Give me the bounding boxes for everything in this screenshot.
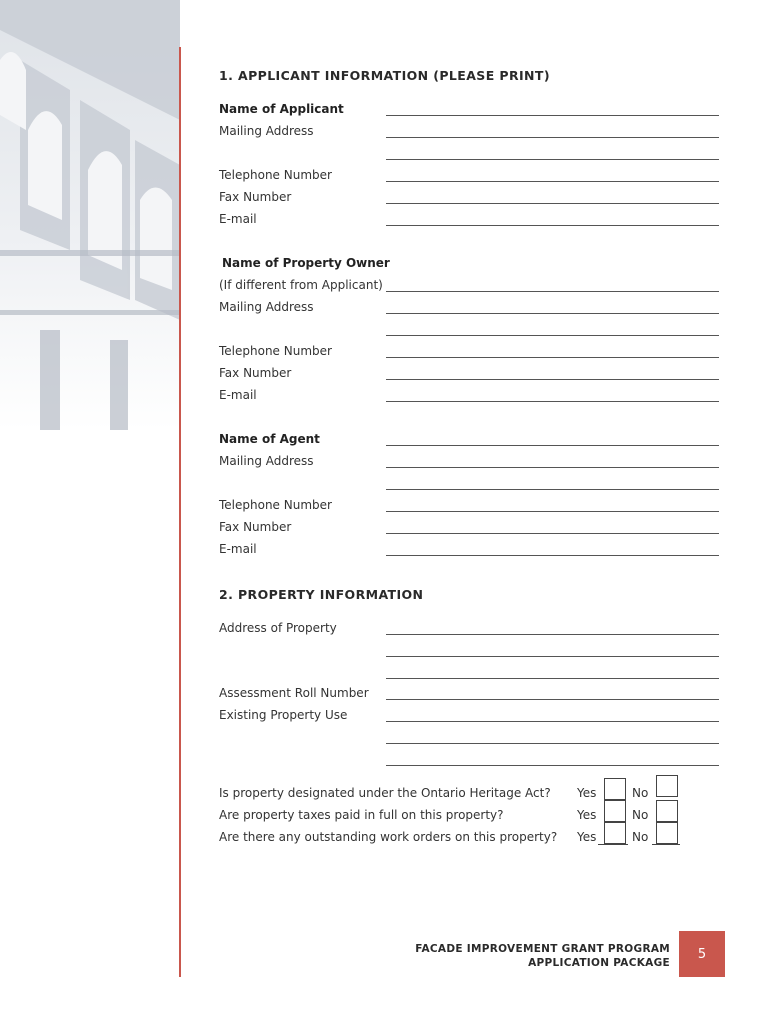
agent-phone-label: Telephone Number [219, 498, 332, 512]
property-use-row [219, 708, 719, 724]
agent-mailing-label: Mailing Address [219, 454, 314, 468]
question-work-orders: Are there any outstanding work orders on this property? [219, 830, 558, 844]
owner-name-field[interactable] [386, 291, 719, 292]
agent-phone-row [219, 498, 719, 514]
no-label-heritage: No [632, 786, 649, 800]
assessment-roll-label: Assessment Roll Number [219, 686, 369, 700]
owner-mailing-field-1[interactable] [386, 313, 719, 314]
property-use-field-3[interactable] [386, 765, 719, 766]
applicant-email-label: E-mail [219, 212, 257, 226]
applicant-mailing-field-1[interactable] [386, 137, 719, 138]
agent-email-label: E-mail [219, 542, 257, 556]
property-address-row [219, 621, 719, 637]
checkbox-heritage-no[interactable] [656, 775, 678, 797]
page-number-badge: 5 [679, 931, 725, 977]
agent-email-field[interactable] [386, 555, 719, 556]
footer-line-1: FACADE IMPROVEMENT GRANT PROGRAM [415, 943, 670, 955]
owner-phone-label: Telephone Number [219, 344, 332, 358]
agent-mailing-row-2 [219, 476, 719, 492]
footer-program-name [415, 942, 670, 970]
agent-phone-field[interactable] [386, 511, 719, 512]
checkbox-taxes-yes[interactable] [604, 800, 626, 822]
assessment-roll-row [219, 686, 719, 702]
owner-note-label: (If different from Applicant) [219, 278, 383, 292]
checkbox-work-orders-no[interactable] [656, 822, 678, 844]
applicant-mailing-label: Mailing Address [219, 124, 314, 138]
applicant-name-row [219, 102, 719, 118]
question-heritage: Is property designated under the Ontario Heritage Act? [219, 786, 551, 800]
applicant-name-field[interactable] [386, 115, 719, 116]
yes-label-heritage: Yes [577, 786, 597, 800]
no-label-taxes: No [632, 808, 649, 822]
no-underline [652, 844, 680, 845]
assessment-roll-field[interactable] [386, 699, 719, 700]
owner-email-field[interactable] [386, 401, 719, 402]
property-address-field-2[interactable] [386, 656, 719, 657]
property-use-field-1[interactable] [386, 721, 719, 722]
applicant-phone-label: Telephone Number [219, 168, 332, 182]
owner-mailing-field-2[interactable] [386, 335, 719, 336]
agent-name-row [219, 432, 719, 448]
property-address-field-3[interactable] [386, 678, 719, 679]
agent-fax-row [219, 520, 719, 536]
applicant-name-label: Name of Applicant [219, 102, 344, 116]
footer-line-2: APPLICATION PACKAGE [528, 957, 670, 969]
agent-name-label: Name of Agent [219, 432, 320, 446]
applicant-email-row [219, 212, 719, 228]
owner-email-row [219, 388, 719, 404]
section-applicant-title: 1. APPLICANT INFORMATION (PLEASE PRINT) [219, 68, 550, 83]
yes-label-taxes: Yes [577, 808, 597, 822]
building-illustration [0, 0, 180, 430]
applicant-fax-field[interactable] [386, 203, 719, 204]
applicant-mailing-row-2 [219, 146, 719, 162]
agent-fax-label: Fax Number [219, 520, 292, 534]
agent-mailing-field-2[interactable] [386, 489, 719, 490]
owner-phone-row [219, 344, 719, 360]
property-address-row-3 [219, 665, 719, 681]
owner-fax-label: Fax Number [219, 366, 292, 380]
property-address-field-1[interactable] [386, 634, 719, 635]
section-property-title: 2. PROPERTY INFORMATION [219, 587, 424, 602]
property-use-label: Existing Property Use [219, 708, 348, 722]
applicant-fax-label: Fax Number [219, 190, 292, 204]
checkbox-work-orders-yes[interactable] [604, 822, 626, 844]
agent-name-field[interactable] [386, 445, 719, 446]
property-address-row-2 [219, 643, 719, 659]
owner-mailing-row [219, 300, 719, 316]
applicant-email-field[interactable] [386, 225, 719, 226]
owner-fax-field[interactable] [386, 379, 719, 380]
applicant-phone-row [219, 168, 719, 184]
no-label-work-orders: No [632, 830, 649, 844]
owner-fax-row [219, 366, 719, 382]
agent-email-row [219, 542, 719, 558]
checkbox-taxes-no[interactable] [656, 800, 678, 822]
owner-phone-field[interactable] [386, 357, 719, 358]
yes-underline [598, 844, 628, 845]
owner-name-label: Name of Property Owner [222, 256, 390, 270]
property-use-field-2[interactable] [386, 743, 719, 744]
applicant-phone-field[interactable] [386, 181, 719, 182]
owner-email-label: E-mail [219, 388, 257, 402]
agent-mailing-row [219, 454, 719, 470]
applicant-fax-row [219, 190, 719, 206]
agent-fax-field[interactable] [386, 533, 719, 534]
owner-mailing-label: Mailing Address [219, 300, 314, 314]
property-use-row-3 [219, 752, 719, 768]
checkbox-heritage-yes[interactable] [604, 778, 626, 800]
owner-name-row [219, 256, 719, 272]
property-address-label: Address of Property [219, 621, 337, 635]
owner-mailing-row-2 [219, 322, 719, 338]
applicant-mailing-field-2[interactable] [386, 159, 719, 160]
margin-rule [179, 47, 181, 977]
applicant-mailing-row [219, 124, 719, 140]
property-use-row-2 [219, 730, 719, 746]
question-taxes: Are property taxes paid in full on this property? [219, 808, 504, 822]
owner-note-row [219, 278, 719, 294]
agent-mailing-field-1[interactable] [386, 467, 719, 468]
yes-label-work-orders: Yes [577, 830, 597, 844]
building-facade-icon [0, 0, 180, 430]
